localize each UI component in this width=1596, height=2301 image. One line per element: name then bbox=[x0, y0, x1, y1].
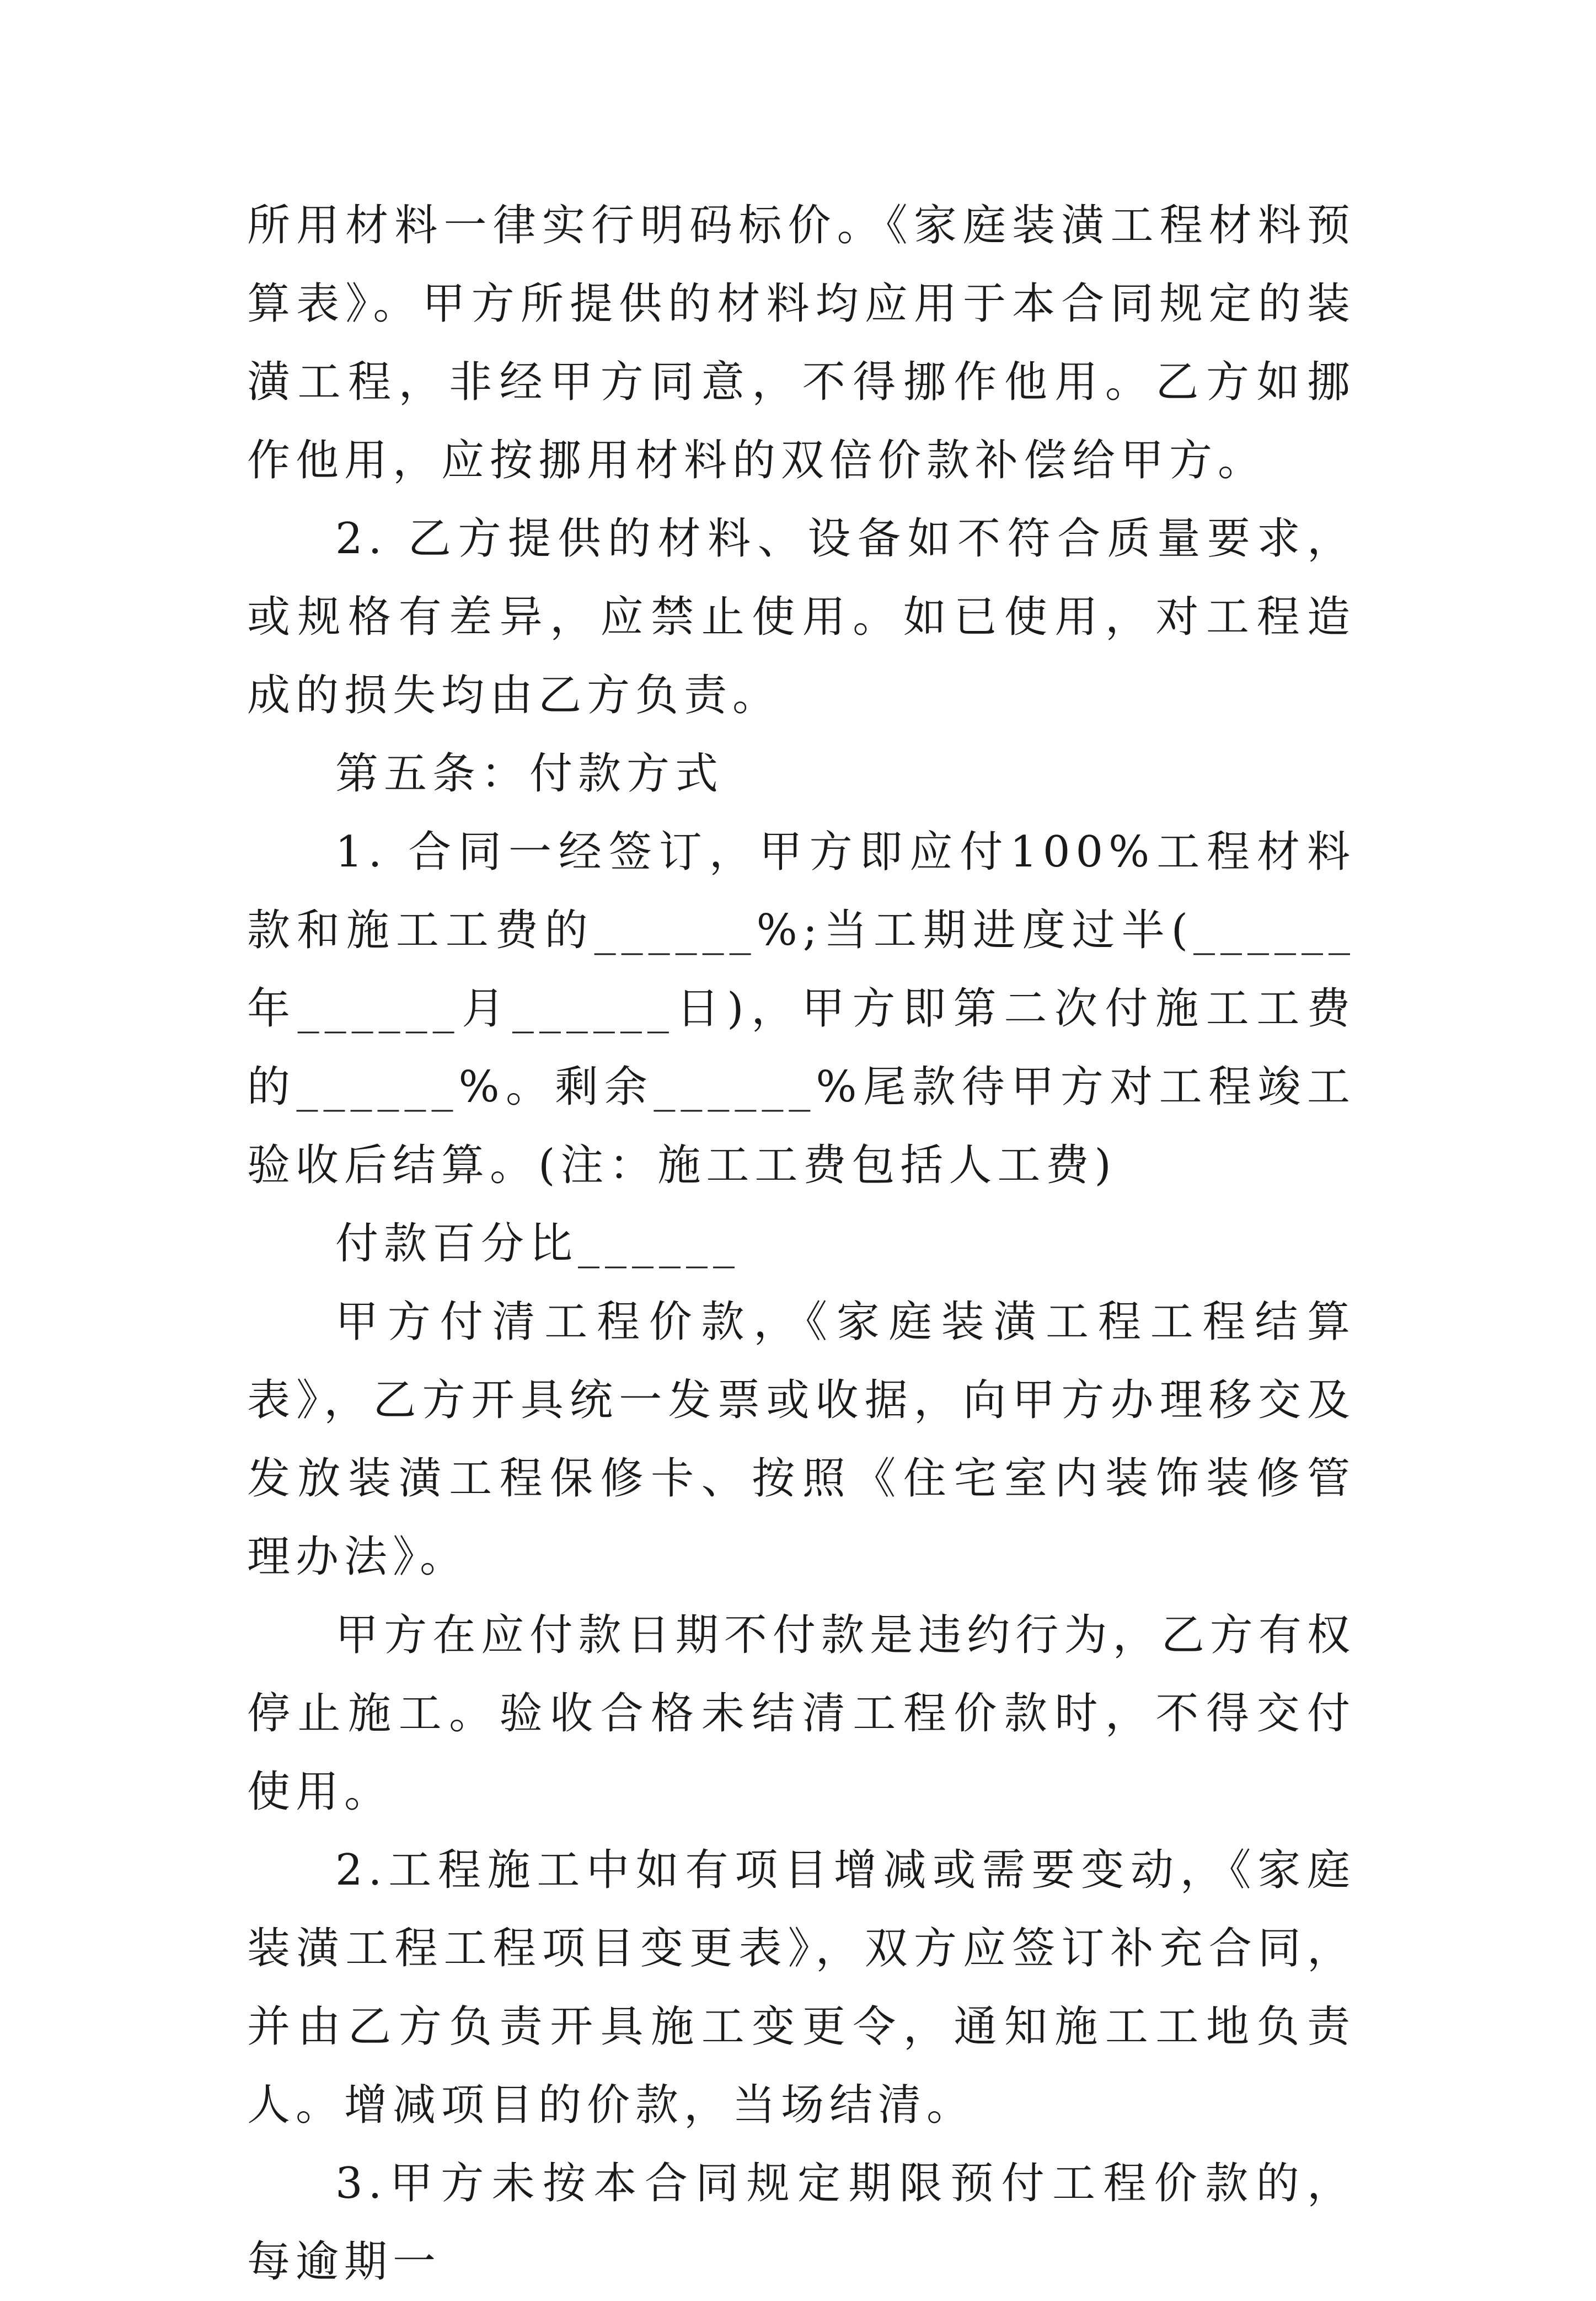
paragraph-settlement: 甲方付清工程价款，《家庭装潢工程工程结算表》，乙方开具统一发票或收据，向甲方办理移交及发放装潢工程保修卡、按照《住宅室内装饰装修管理办法》。 bbox=[247, 1297, 1356, 1582]
paragraph-clause-2-materials-quality: 2. 乙方提供的材料、设备如不符合质量要求，或规格有差异，应禁止使用。如已使用，对工程造成的损失均由乙方负责。 bbox=[247, 514, 1356, 720]
section-heading-article-5: 第五条：付款方式 bbox=[335, 749, 724, 799]
paragraph-clause-2-changes: 2.工程施工中如有项目增减或需要变动，《家庭装潢工程工程项目变更表》，双方应签订补充合同，并由乙方负责开具施工变更令，通知施工工地负责人。增减项目的价款，当场结清。 bbox=[247, 1845, 1356, 2130]
paragraph-materials-pricing: 所用材料一律实行明码标价。《家庭装潢工程材料预算表》。甲方所提供的材料均应用于本合同规定的装潢工程，非经甲方同意，不得挪作他用。乙方如挪作他用，应按挪用材料的双倍价款补偿给甲方。 bbox=[247, 201, 1356, 485]
paragraph-clause-3-overdue: 3.甲方未按本合同规定期限预付工程价款的，每逾期一 bbox=[247, 2159, 1356, 2287]
document-body bbox=[247, 186, 1356, 2301]
paragraph-late-payment: 甲方在应付款日期不付款是违约行为，乙方有权停止施工。验收合格未结清工程价款时，不得交付使用。 bbox=[247, 1610, 1356, 1817]
paragraph-payment-percentage: 付款百分比______ bbox=[335, 1219, 741, 1269]
paragraph-clause-1-payment: 1. 合同一经签订，甲方即应付100%工程材料款和施工工费的______%;当工期进度过半(______年______月______日)，甲方即第二次付施工工费的______%。剩余______%尾款待甲方对工程竣工验收后结算。(注：施工工费包括人工费) bbox=[247, 827, 1356, 1190]
